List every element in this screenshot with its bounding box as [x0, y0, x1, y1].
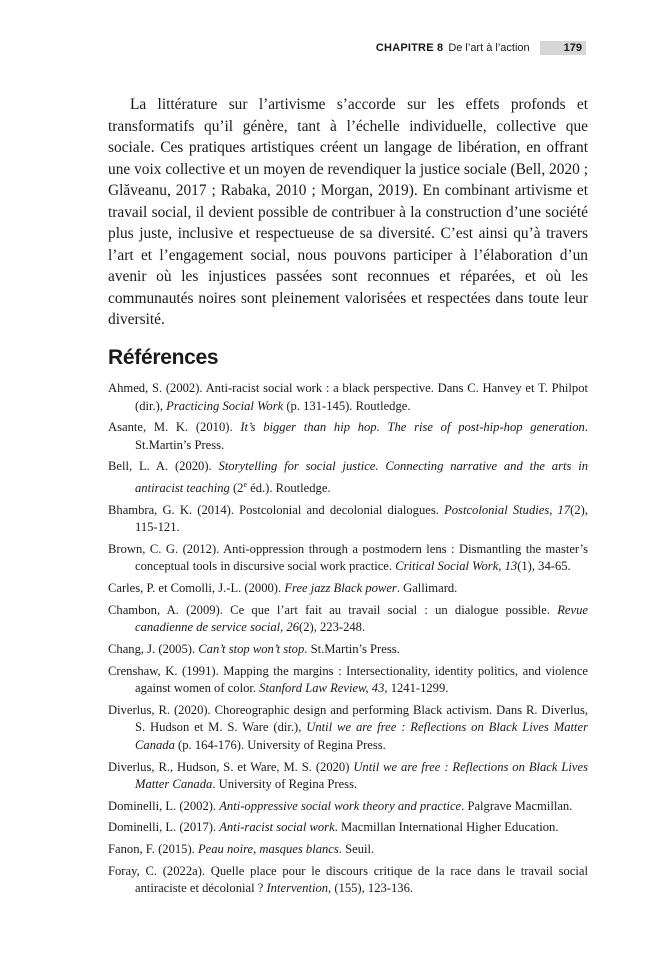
reference-text: . Gallimard. — [396, 581, 458, 596]
reference-text: Fanon, F. (2015). — [108, 842, 198, 857]
reference-entry — [108, 702, 588, 755]
reference-text: Carles, P. et Comolli, J.-L. (2000). — [108, 581, 285, 596]
reference-text: (1), 34-65. — [517, 559, 571, 574]
reference-text: (2 — [229, 481, 244, 496]
reference-entry — [108, 541, 588, 576]
reference-entry — [108, 458, 588, 497]
reference-text: . Palgrave Macmillan. — [461, 798, 573, 813]
reference-text: Ahmed, S. (2002). Anti-racist social work : a black perspective. Dans C. Hanvey et T. Philpot (dir.), — [108, 381, 588, 413]
reference-text: Foray, C. (2022a). Quelle place pour le discours critique de la race dans le travail social antiraciste et décolonial ? — [108, 863, 588, 896]
reference-text: Dominelli, L. (2017). — [108, 820, 220, 835]
reference-text: . Macmillan International Higher Education. — [334, 820, 559, 835]
reference-entry — [108, 502, 588, 537]
running-header — [376, 41, 586, 55]
reference-title: Anti-racist social work — [219, 820, 335, 835]
reference-text: Dominelli, L. (2002). — [108, 798, 220, 813]
reference-title: Postcolonial Studies, 17 — [444, 502, 571, 517]
reference-title: Free jazz Black power — [284, 581, 397, 596]
reference-entry — [108, 798, 588, 816]
reference-text: Chambon, A. (2009). Ce que l’art fait au travail social : un dialogue possible. — [108, 602, 558, 617]
reference-text: . St.Martin’s Press. — [304, 642, 400, 656]
reference-text: Chang, J. (2005). — [108, 642, 199, 656]
reference-title: Until we are free : Reflections on Black Lives Matter Canada — [135, 759, 588, 792]
reference-text: . University of Regina Press. — [212, 777, 358, 792]
reference-entry — [108, 419, 588, 454]
references-list — [108, 380, 588, 902]
reference-entry — [108, 602, 588, 637]
reference-title: Stanford Law Review, 43 — [259, 681, 385, 696]
reference-text: (p. 131-145). Routledge. — [283, 398, 411, 413]
reference-text: Brown, C. G. (2012). Anti-oppression through a postmodern lens : Dismantling the master’s conceptual tools in discursive social work practice. — [108, 541, 588, 574]
reference-text: Bell, L. A. (2020). — [108, 459, 219, 474]
chapter-title: De l’art à l’action — [448, 42, 530, 54]
reference-title: Storytelling for social justice. Connecting narrative and the arts in antiracist teaching — [135, 459, 588, 496]
reference-title: Peau noire, masques blancs — [197, 842, 339, 857]
reference-title: Can’t stop won’t stop — [198, 642, 305, 656]
reference-text: Asante, M. K. (2010). — [108, 420, 241, 435]
reference-title: Critical Social Work, 13 — [395, 559, 518, 574]
reference-entry — [108, 863, 588, 898]
reference-entry — [108, 663, 588, 698]
reference-title: Intervention — [266, 881, 329, 896]
reference-entry — [108, 641, 588, 659]
reference-text: e — [243, 479, 247, 489]
chapter-label: CHAPITRE 8 — [375, 42, 444, 54]
page-number: 179 — [540, 41, 586, 55]
reference-title: Practicing Social Work — [166, 398, 284, 413]
reference-entry — [108, 759, 588, 794]
reference-title: Revue canadienne de service social, 26 — [135, 602, 588, 635]
reference-text: Diverlus, R., Hudson, S. et Ware, M. S. (2020) — [108, 759, 354, 774]
reference-text: . St.Martin’s Press. — [135, 420, 589, 452]
reference-entry — [108, 580, 588, 598]
reference-text: (2), 115-121. — [135, 502, 588, 535]
reference-title: Anti-oppressive social work theory and practice — [219, 798, 462, 813]
reference-text: , (155), 123-136. — [328, 881, 414, 896]
body-paragraph: La littérature sur l’artivisme s’accorde sur les effets profonds et transformatifs qu’il génère, tant à l’échelle individuelle, collective que sociale. Ces pratiques artistiques créent un langage de libération, en offrant une voix collective et un moyen de revendiquer la justice sociale (Bell, 2020 ; Glăveanu, 2017 ; Rabaka, 2010 ; Morgan, 2019). En combinant artivisme et travail social, il devient possible de contribuer à la construction d’une société plus juste, inclusive et respectueuse de sa diversité. C’est ainsi qu’à travers l’art et l’engagement social, nous pouvons participer à l’élaboration d’un avenir où les injustices passées sont reconnues et réparées, et où les communautés noires sont pleinement valorisées et respectées dans toute leur diversité. — [108, 96, 588, 328]
reference-text: (2), 223-248. — [299, 620, 366, 635]
reference-text: , 1241-1299. — [384, 681, 449, 696]
reference-text: Diverlus, R. (2020). Choreographic design and performing Black activism. Dans R. Diverlus, S. Hudson et M. S. Ware (dir.), — [108, 702, 588, 735]
reference-entry — [108, 380, 588, 415]
reference-title: Until we are free : Reflections on Black Lives Matter Canada — [135, 720, 588, 752]
reference-entry — [108, 841, 588, 859]
reference-text: (p. 164-176). University of Regina Press. — [174, 737, 386, 752]
reference-entry — [108, 819, 588, 837]
reference-text: Bhambra, G. K. (2014). Postcolonial and decolonial dialogues. — [108, 502, 445, 517]
reference-text: . Seuil. — [338, 842, 375, 857]
reference-title: It’s bigger than hip hop. The rise of post-hip-hop generation — [240, 420, 585, 435]
reference-text: éd.). Routledge. — [247, 481, 331, 496]
reference-text: Crenshaw, K. (1991). Mapping the margins : Intersectionality, identity politics, and violence against women of color. — [108, 663, 588, 696]
references-heading: Références — [108, 346, 219, 369]
